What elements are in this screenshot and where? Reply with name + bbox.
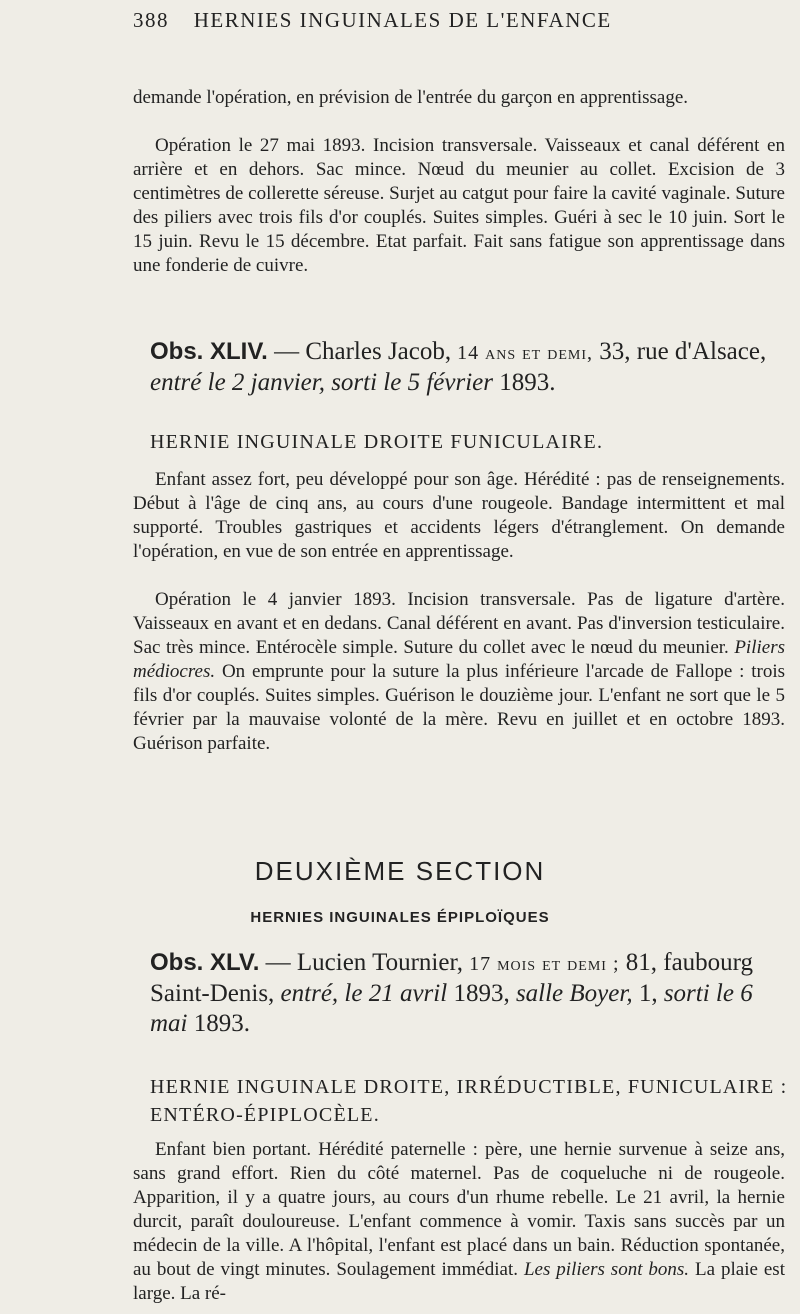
obs44-dates: entré le 2 janvier, sorti le 5 février — [150, 369, 493, 396]
obs45-bed: 1, — [632, 980, 658, 1007]
obs44-age: 14 ans et demi, — [451, 342, 594, 364]
section-title: DEUXIÈME SECTION — [254, 856, 546, 886]
obs45-history-text-a: Enfant bien portant. Hérédité paternelle : père, une hernie survenue à seize ans, sans grand effort. Rien du côté maternel. Pas de coqueluche ni de rougeole. Apparition, il y a quatre jours, au cours d'un rhume rebelle. Le 21 avril, la hernie durcit, paraît douloureuse. L'enfant commence à vomir. Taxis sans succès par un médecin de la ville. A l'hôpital, l'enfant est placé dans un bain. Réduction spontanée, au bout de vingt minutes. Soulagement immédiat. — [133, 1139, 785, 1280]
continuation-paragraph — [133, 86, 785, 110]
obs44-diagnosis: HERNIE INGUINALE DROITE FUNICULAIRE. — [150, 431, 604, 453]
obs45-entry-date: entré, le 21 avril — [274, 980, 448, 1007]
running-header — [133, 8, 773, 33]
obs45-history-italic: Les piliers sont bons. — [523, 1259, 690, 1280]
obs44-year: 1893. — [492, 369, 556, 396]
operation-text: Opération le 27 mai 1893. Incision transversale. Vaisseaux et canal déférent en arrière et en dehors. Sac mince. Nœud du meunier au collet. Excision de 3 centimètres de collerette séreuse. Surjet au catgut pour faire la cavité vaginale. Suture des piliers avec trois fils d'or couplés. Suites simples. Guéri à sec le 10 juin. Sort le 15 juin. Revu le 15 décembre. Etat parfait. Fait sans fatigue son apprentissage dans une fonderie de cuivre. — [133, 135, 785, 276]
obs45-history-paragraph — [133, 1138, 785, 1306]
obs45-history-text-b: La plaie est large. La ré- — [133, 1259, 785, 1304]
obs45-heading — [150, 948, 790, 1039]
obs44-heading — [150, 337, 790, 398]
continuation-text: demande l'opération, en prévision de l'entrée du garçon en apprentissage. — [133, 87, 688, 108]
obs45-ward: salle Boyer, — [509, 980, 633, 1007]
operation-paragraph — [133, 134, 785, 278]
obs44-history-paragraph — [133, 468, 785, 564]
obs45-diagnosis: HERNIE INGUINALE DROITE, IRRÉDUCTIBLE, FUNICULAIRE : ENTÉRO-ÉPIPLOCÈLE. — [150, 1076, 788, 1126]
page-number: 388 — [133, 8, 169, 32]
obs44-operation-paragraph — [133, 588, 785, 756]
obs45-patient-name: Lucien Tournier, — [296, 949, 464, 976]
obs45-dash: — — [259, 949, 297, 976]
running-title: HERNIES INGUINALES DE L'ENFANCE — [193, 8, 612, 32]
obs44-operation-italic: Piliers médiocres. — [133, 637, 785, 682]
obs44-label: Obs. XLIV. — [150, 338, 268, 365]
obs44-operation-text-a: Opération le 4 janvier 1893. Incision transversale. Pas de ligature d'artère. Vaisseaux en avant et en dedans. Canal déférent en avant. Pas d'inversion testiculaire. Sac très mince. Entérocèle simple. Suture du collet avec le nœud du meunier. — [133, 589, 785, 658]
obs45-exit-date: sorti le 6 mai — [150, 980, 753, 1037]
section-subtitle: HERNIES INGUINALES ÉPIPLOÏQUES — [250, 909, 550, 926]
obs45-label: Obs. XLV. — [150, 949, 260, 976]
obs44-dash: — — [267, 338, 306, 365]
obs44-patient-name: Charles Jacob, — [305, 338, 452, 365]
obs45-year: 1893, — [447, 980, 510, 1007]
obs45-address: 81, faubourg Saint-Denis, — [150, 949, 754, 1007]
obs45-age: 17 mois et demi ; — [463, 953, 620, 975]
obs44-operation-text-b: On emprunte pour la suture la plus inférieure l'arcade de Fallope : trois fils d'or couplés. Suites simples. Guérison le douzième jour. L'enfant ne sort que le 5 février par la mauvaise volonté de la mère. Revu en juillet et en octobre 1893. Guérison parfaite. — [133, 661, 785, 754]
obs44-history-text: Enfant assez fort, peu développé pour son âge. Hérédité : pas de renseignements. Début à l'âge de cinq ans, au cours d'une rougeole. Bandage intermittent et mal supporté. Troubles gastriques et accidents légers d'étranglement. On demande l'opération, en vue de son entrée en apprentissage. — [133, 469, 785, 562]
obs45-exit-year: 1893. — [187, 1010, 250, 1037]
obs44-address: 33, rue d'Alsace, — [593, 338, 767, 365]
